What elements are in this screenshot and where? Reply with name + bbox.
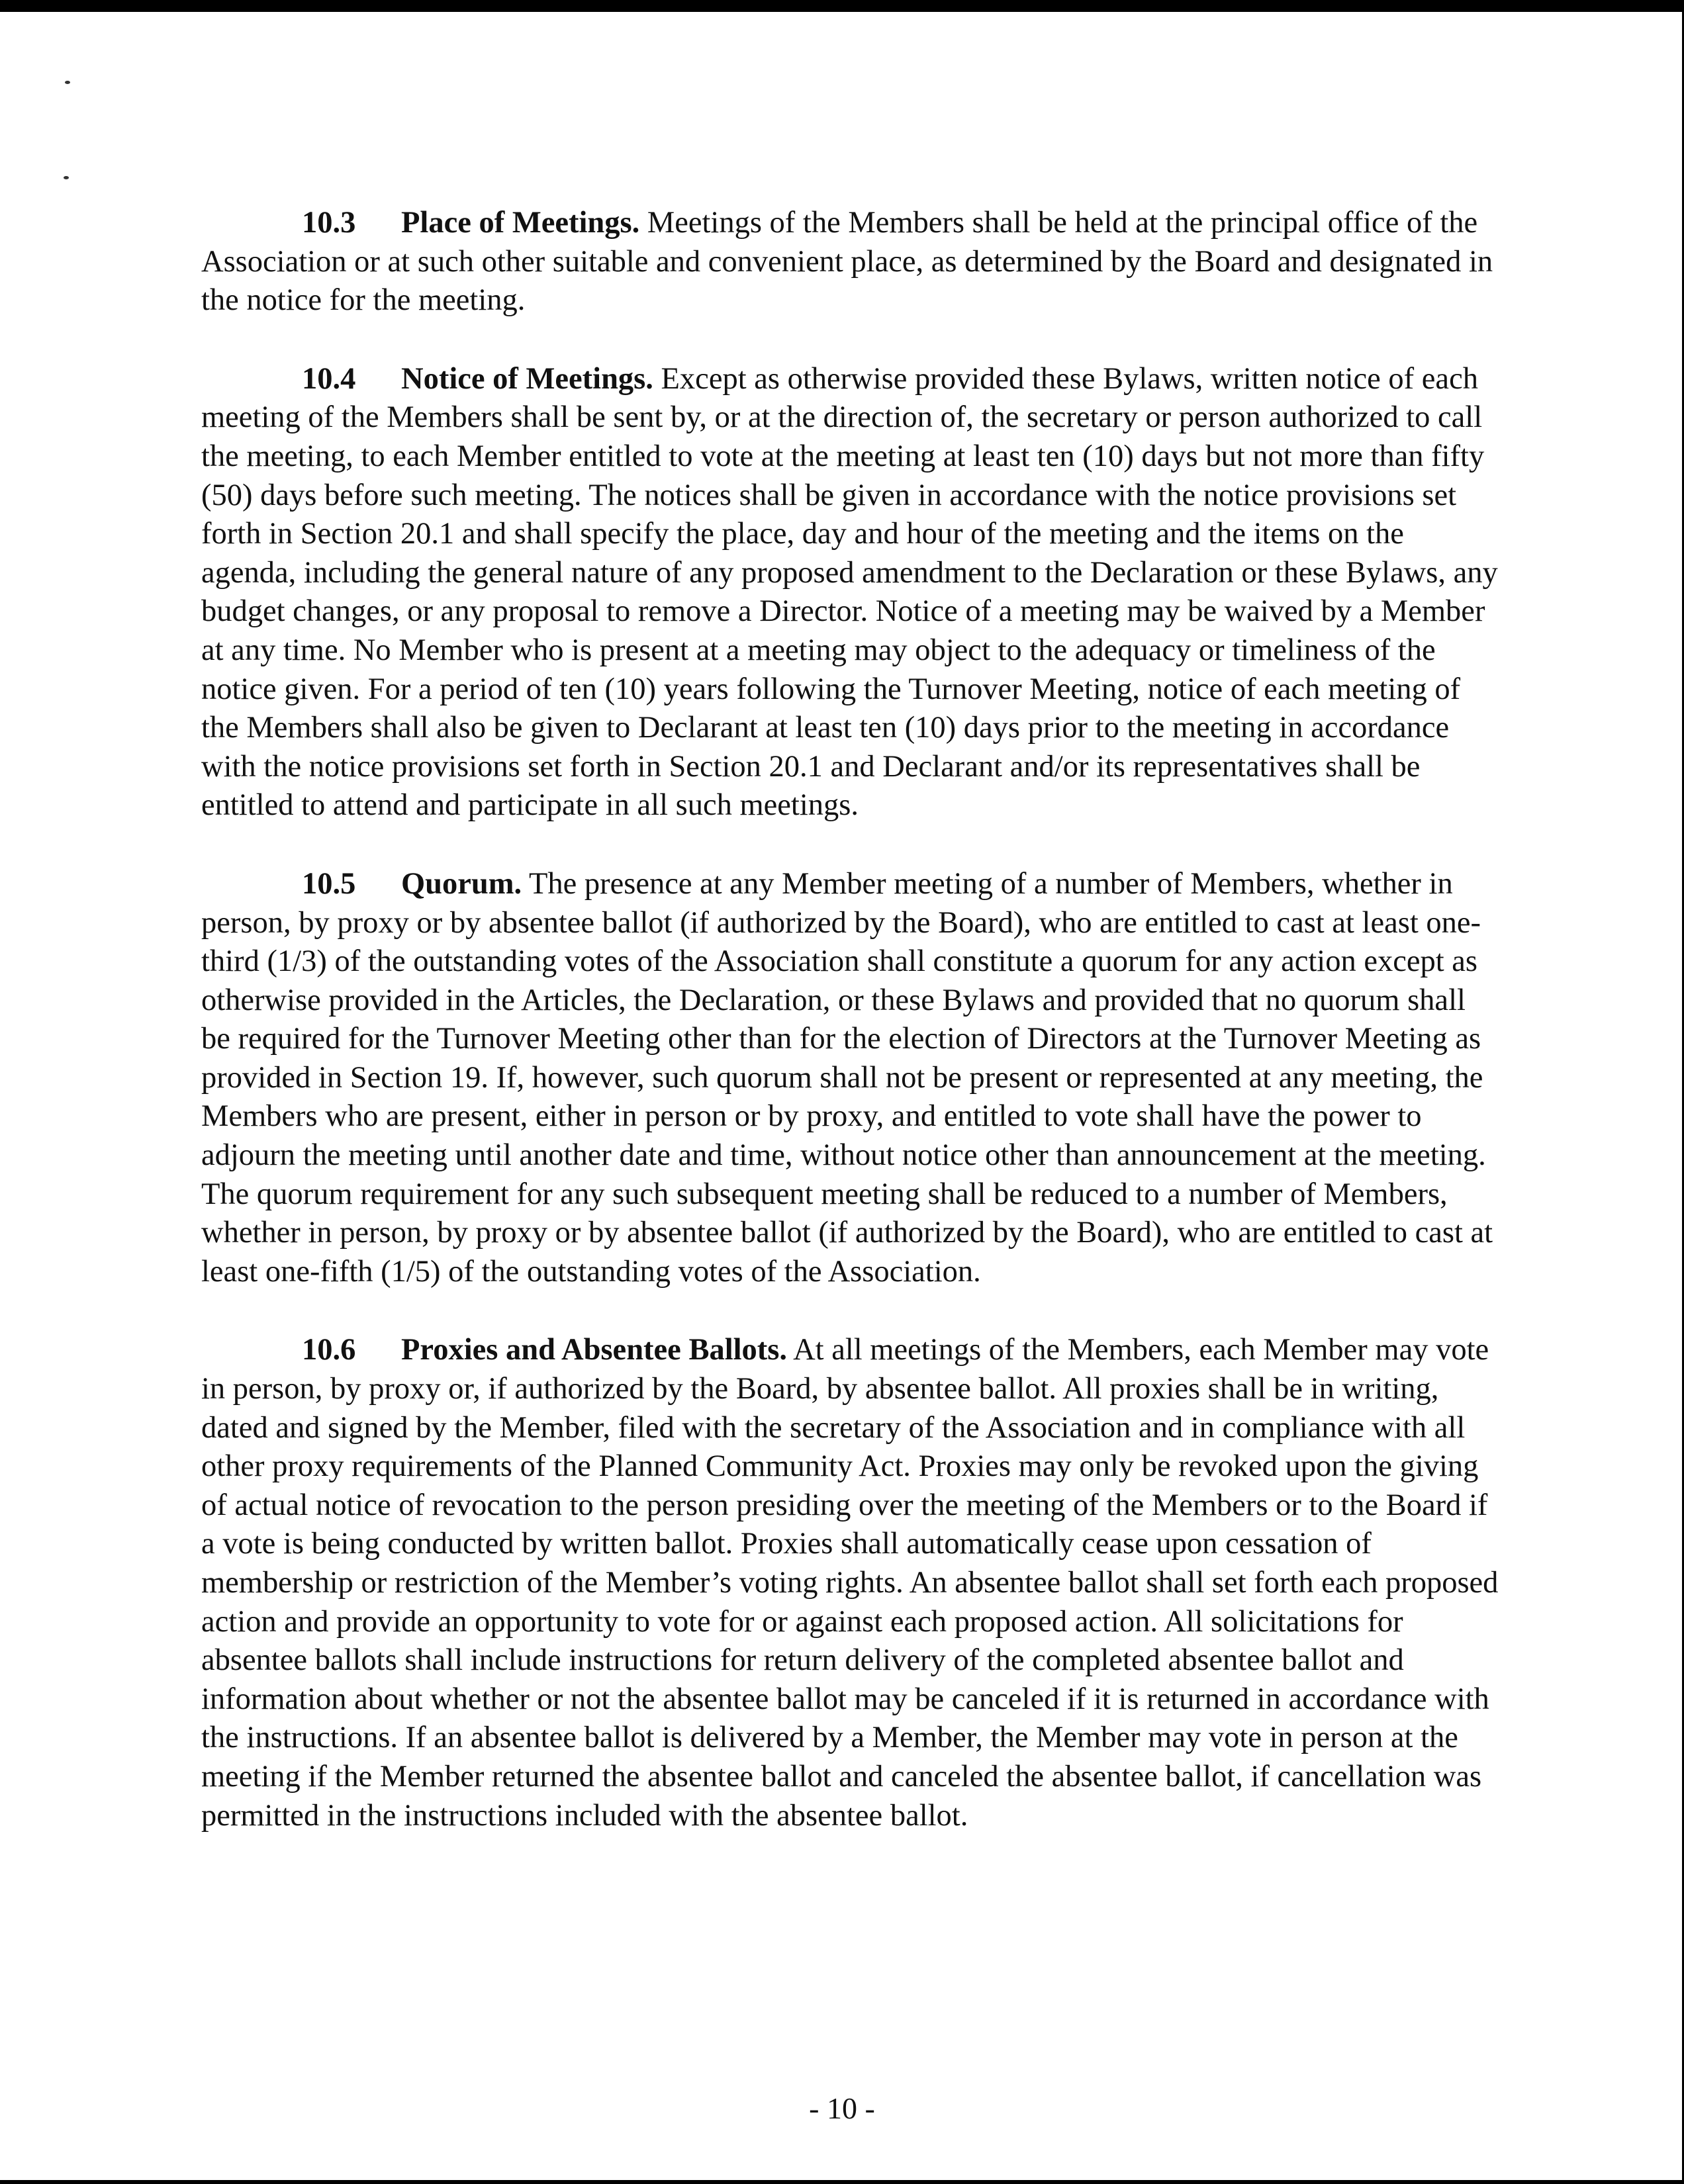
document-body: [201, 204, 1499, 1875]
section-10-4: [201, 360, 1499, 825]
section-10-3: [201, 204, 1499, 320]
section-heading: Place of Meetings.: [401, 206, 640, 240]
section-heading: Quorum.: [401, 866, 522, 901]
scan-speck: [64, 176, 69, 179]
section-body: The presence at any Member meeting of a number of Members, whether in person, by proxy or by absentee ballot (if authorized by the Board), who are entitled to cast at least one-third (1/3) of the outstanding votes of the Association shall constitute a quorum for any action except as otherwise provided in the Articles, the Declaration, or these Bylaws and provided that no quorum shall be required for the Turnover Meeting other than for the election of Directors at the Turnover Meeting as provided in Section 19. If, however, such quorum shall not be present or represented at any meeting, the Members who are present, either in person or by proxy, and entitled to vote shall have the power to adjourn the meeting until another date and time, without notice other than announcement at the meeting. The quorum requirement for any such subsequent meeting shall be reduced to a number of Members, whether in person, by proxy or by absentee ballot (if authorized by the Board), who are entitled to cast at least one-fifth (1/5) of the outstanding votes of the Association.: [201, 866, 1493, 1289]
section-10-5: [201, 865, 1499, 1292]
section-heading: Proxies and Absentee Ballots.: [401, 1333, 787, 1367]
scan-speck: [65, 81, 70, 84]
scan-bottom-border: [0, 2180, 1684, 2184]
section-heading: Notice of Meetings.: [401, 361, 653, 396]
section-body: Except as otherwise provided these Bylaws, written notice of each meeting of the Members shall be sent by, or at the direction of, the secretary or person authorized to call the meeting, to each Member entitled to vote at the meeting at least ten (10) days but not more than fifty (50) days before such meeting. The notices shall be given in accordance with the notice provisions set forth in Section 20.1 and shall specify the place, day and hour of the meeting and the items on the agenda, including the general nature of any proposed amendment to the Declaration or these Bylaws, any budget changes, or any proposal to remove a Director. Notice of a meeting may be waived by a Member at any time. No Member who is present at a meeting may object to the adequacy or timeliness of the notice given. For a period of ten (10) years following the Turnover Meeting, notice of each meeting of the Members shall also be given to Declarant at least ten (10) days prior to the meeting in accordance with the notice provisions set forth in Section 20.1 and Declarant and/or its representatives shall be entitled to attend and participate in all such meetings.: [201, 361, 1498, 823]
scan-top-border: [0, 0, 1684, 12]
page-number: - 10 -: [809, 2091, 875, 2125]
section-10-6: [201, 1331, 1499, 1835]
section-number: 10.3: [302, 206, 356, 240]
section-number: 10.5: [302, 866, 356, 901]
section-body: Meetings of the Members shall be held at the principal office of the Association or at such other suitable and convenient place, as determined by the Board and designated in the notice for the meeting.: [201, 206, 1493, 318]
section-body: At all meetings of the Members, each Member may vote in person, by proxy or, if authorized by the Board, by absentee ballot. All proxies shall be in writing, dated and signed by the Member, filed with the secretary of the Association and in compliance with all other proxy requirements of the Planned Community Act. Proxies may only be revoked upon the giving of actual notice of revocation to the person presiding over the meeting of the Members or to the Board if a vote is being conducted by written ballot. Proxies shall automatically cease upon cessation of membership or restriction of the Member’s voting rights. An absentee ballot shall set forth each proposed action and provide an opportunity to vote for or against each proposed action. All solicitations for absentee ballots shall include instructions for return delivery of the completed absentee ballot and information about whether or not the absentee ballot may be canceled if it is returned in accordance with the instructions. If an absentee ballot is delivered by a Member, the Member may vote in person at the meeting if the Member returned the absentee ballot and canceled the absentee ballot, if cancellation was permitted in the instructions included with the absentee ballot.: [201, 1333, 1499, 1833]
section-number: 10.4: [302, 361, 356, 396]
section-number: 10.6: [302, 1333, 356, 1367]
